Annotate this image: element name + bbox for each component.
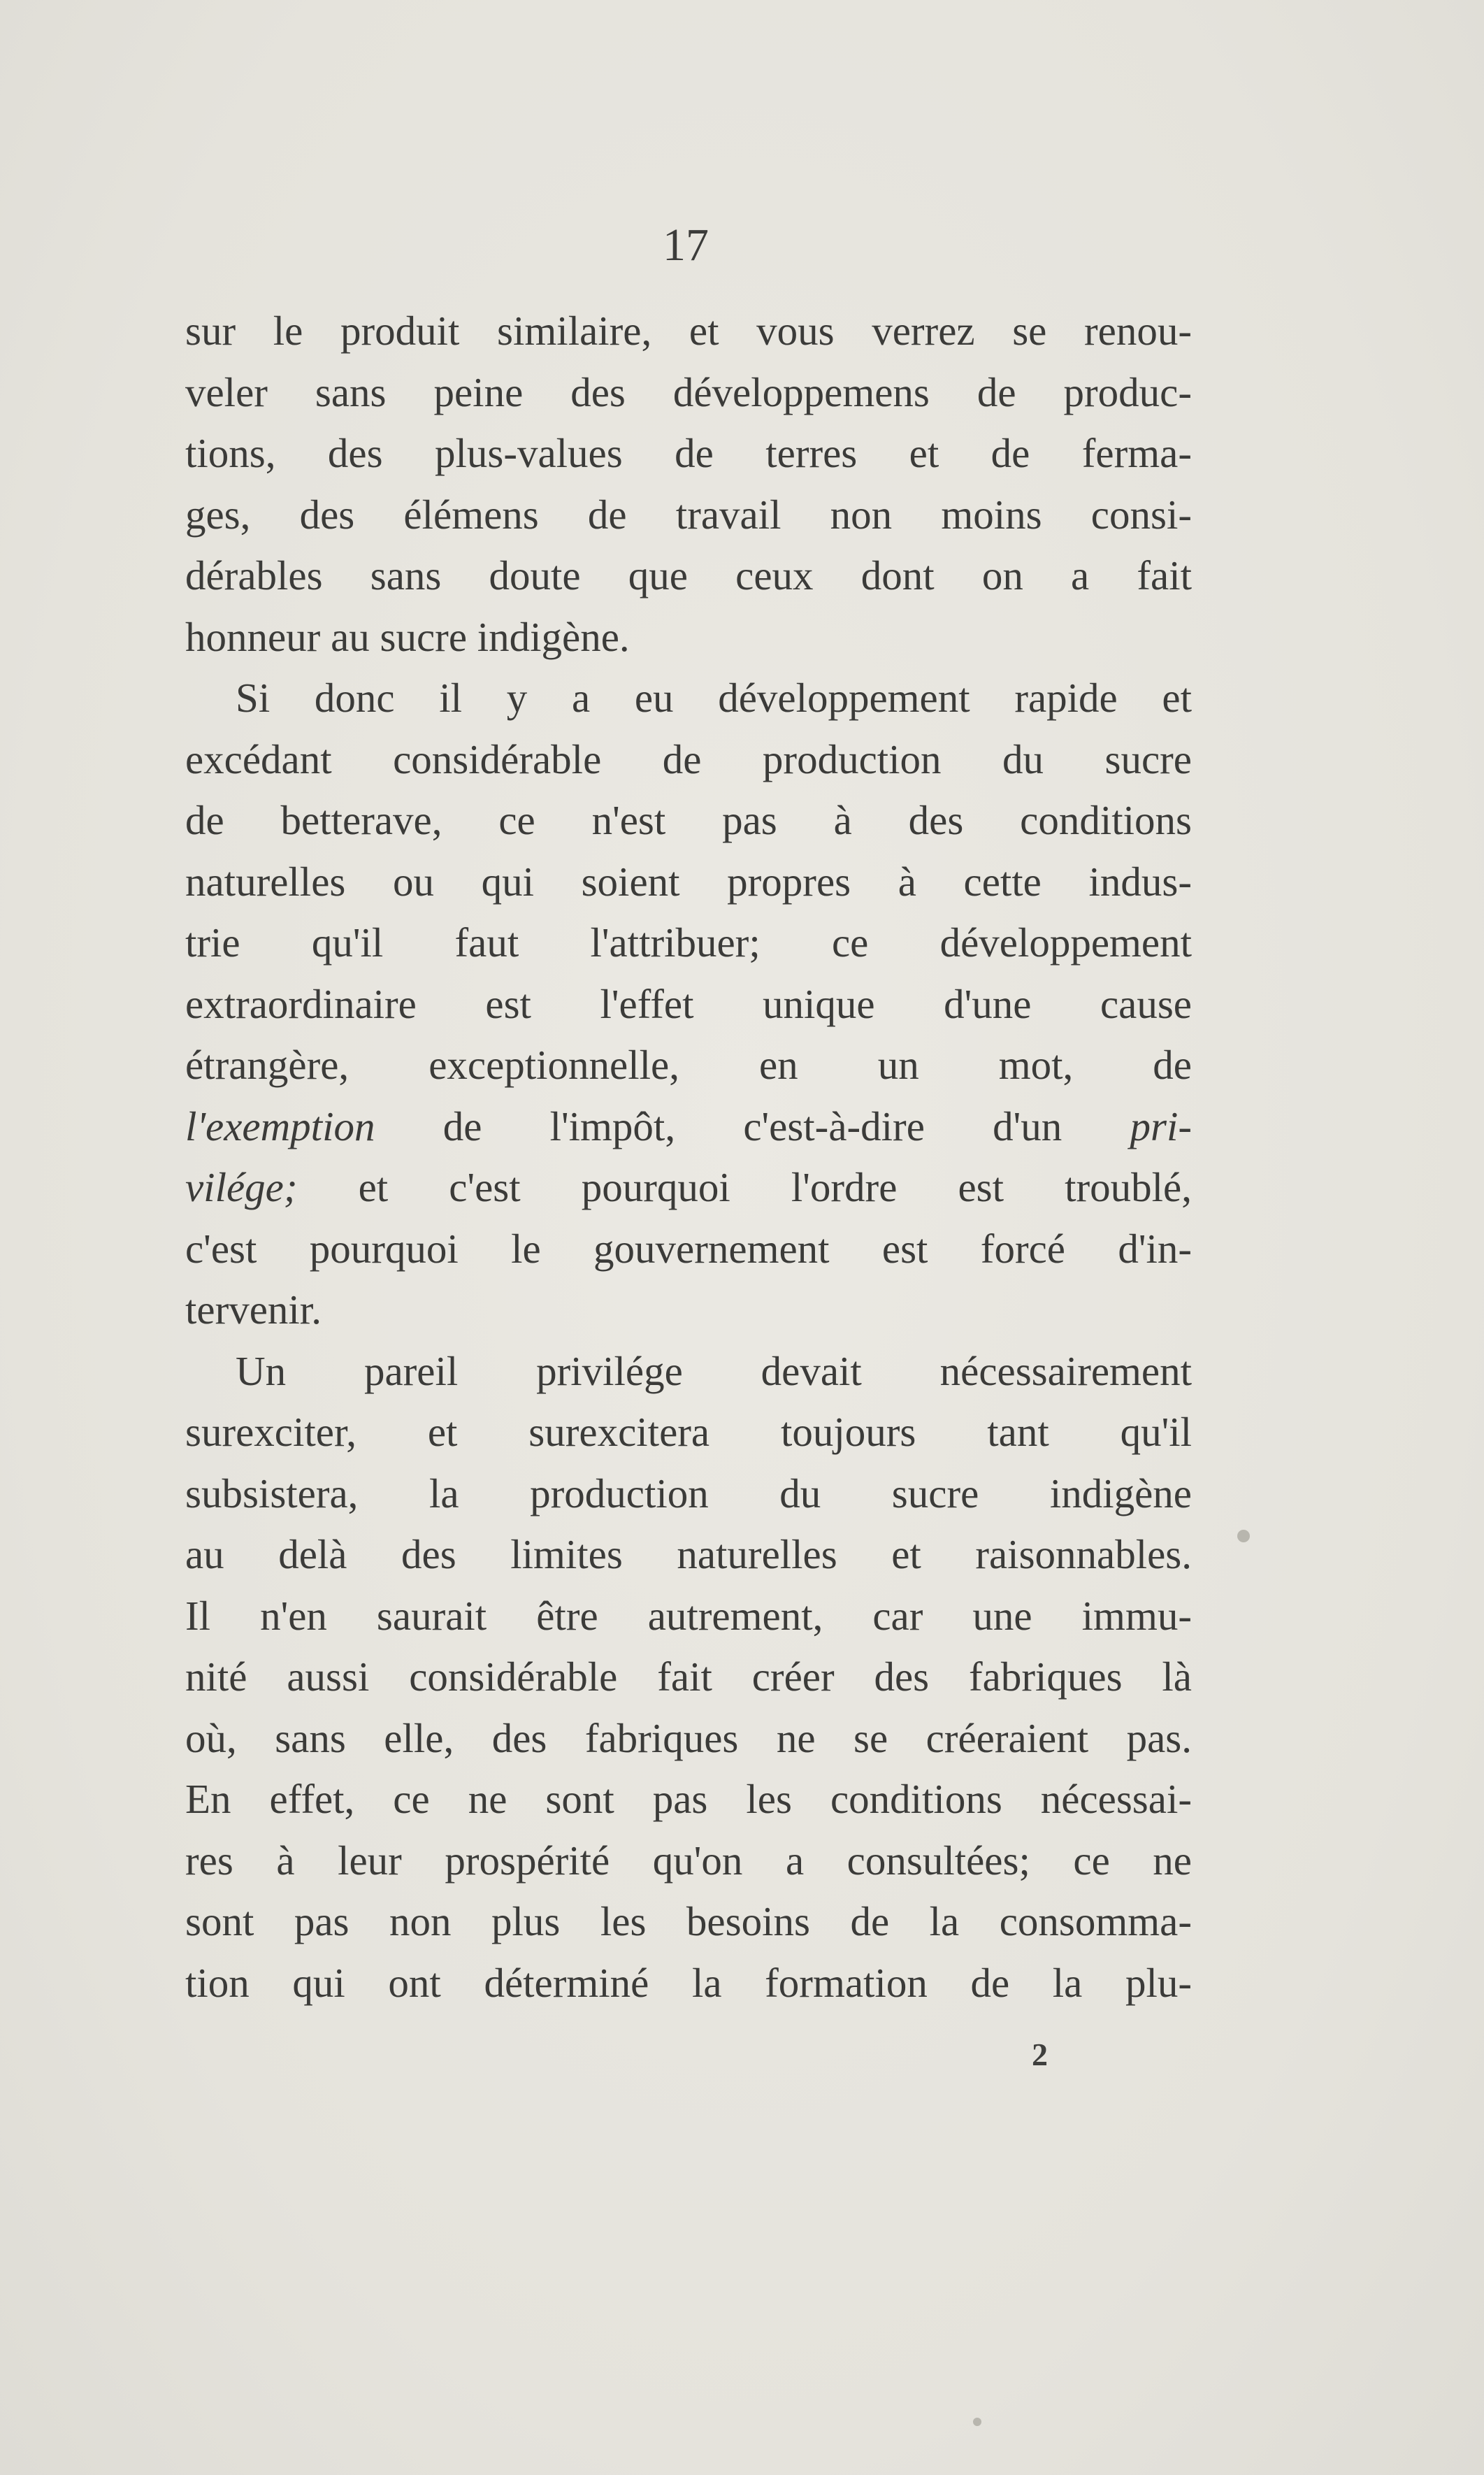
text-line: surexciter, et surexcitera toujours tant qu'il [185, 1409, 1192, 1455]
text-line: extraordinaire est l'effet unique d'une cause [185, 980, 1192, 1027]
paper-speck [1237, 1530, 1250, 1542]
text-line: étrangère, exceptionnelle, en un mot, de [185, 1042, 1192, 1088]
text-line: où, sans elle, des fabriques ne se créeraient pas. [185, 1714, 1192, 1761]
text-line: dérables sans doute que ceux dont on a fait [185, 552, 1192, 598]
text-line: sont pas non plus les besoins de la consomma- [185, 1898, 1192, 1944]
text-line: res à leur prospérité qu'on a consultées; ce ne [185, 1837, 1192, 1884]
text-line: tions, des plus-values de terres et de ferma- [185, 430, 1192, 476]
text-segment: et c'est pourquoi l'ordre est troublé, [297, 1164, 1192, 1210]
text-line: En effet, ce ne sont pas les conditions nécessai- [185, 1776, 1192, 1822]
text-line [185, 1157, 1192, 1219]
page-number: 17 [663, 220, 709, 271]
text-line: trie qu'il faut l'attribuer; ce développement [185, 919, 1192, 966]
text-line: au delà des limites naturelles et raisonnables. [185, 1531, 1192, 1577]
text-line: excédant considérable de production du sucre [185, 736, 1192, 782]
text-line: naturelles ou qui soient propres à cette indus- [185, 858, 1192, 905]
text-line: Si donc il y a eu développement rapide et [236, 675, 1192, 721]
text-line: subsistera, la production du sucre indigène [185, 1470, 1192, 1516]
body-text [185, 301, 1192, 2014]
signature-mark: 2 [1032, 2037, 1048, 2072]
paper-speck [973, 2418, 981, 2426]
text-line: tion qui ont déterminé la formation de la plu- [185, 1959, 1192, 2006]
text-line: veler sans peine des développemens de produc- [185, 368, 1192, 415]
text-line: de betterave, ce n'est pas à des conditions [185, 797, 1192, 843]
italic-term: vilége; [185, 1164, 298, 1210]
text-line: nité aussi considérable fait créer des fabriques là [185, 1653, 1192, 1700]
italic-term: l'exemption [185, 1103, 375, 1149]
text-line: sur le produit similaire, et vous verrez se renou- [185, 308, 1192, 354]
text-line: Un pareil privilége devait nécessairement [236, 1347, 1192, 1394]
text-line: tervenir. [185, 1286, 322, 1333]
text-line: Il n'en saurait être autrement, car une immu- [185, 1592, 1192, 1639]
text-segment: de l'impôt, c'est-à-dire d'un [375, 1103, 1130, 1149]
text-line [185, 1096, 1192, 1158]
text-line: ges, des élémens de travail non moins consi- [185, 491, 1192, 538]
text-line: honneur au sucre indigène. [185, 613, 630, 660]
italic-term: pri- [1130, 1103, 1192, 1149]
text-line: c'est pourquoi le gouvernement est forcé d'in- [185, 1225, 1192, 1272]
